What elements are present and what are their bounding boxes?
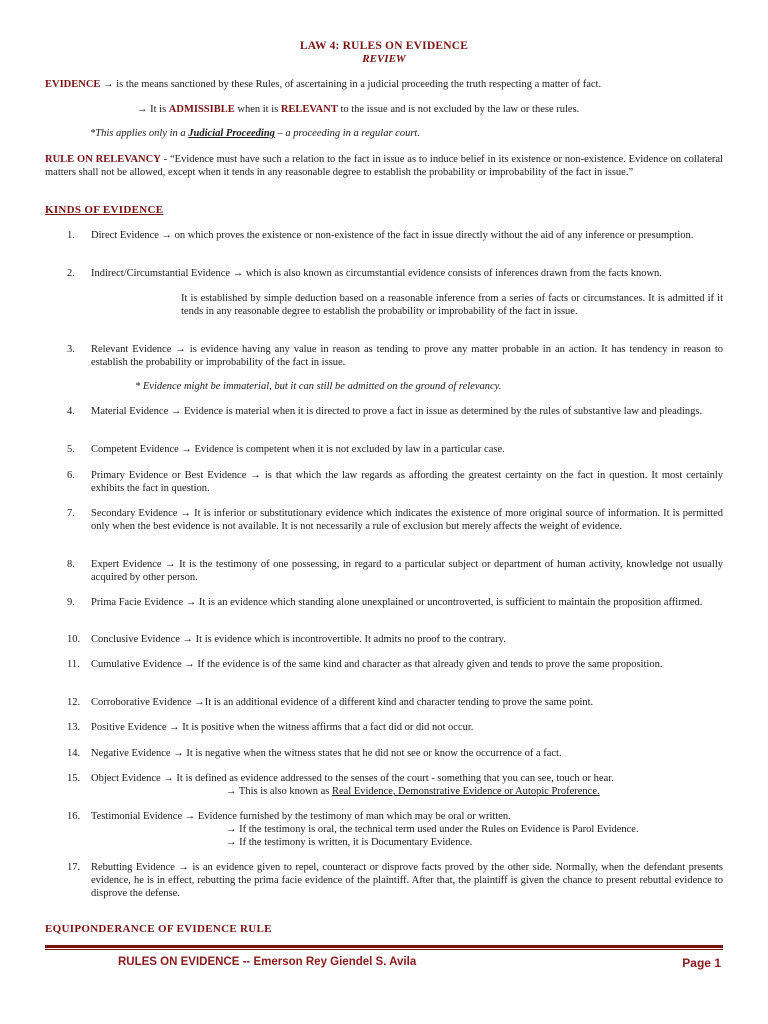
list-item [67, 696, 723, 709]
rule-on-relevancy [45, 153, 723, 179]
admissible-statement [137, 103, 723, 116]
arrow-icon: → [103, 79, 114, 90]
list-item [67, 658, 723, 671]
admissible-word: ADMISSIBLE [168, 104, 235, 115]
item-number: 11. [67, 659, 80, 670]
item-text: Positive Evidence → It is positive when the witness affirms that a fact did or did not occur. [91, 722, 474, 733]
item-number: 14. [67, 748, 81, 759]
item-number: 6. [67, 470, 75, 481]
item-number: 1. [67, 230, 75, 241]
item-number: 4. [67, 406, 75, 417]
item-number: 3. [67, 344, 75, 355]
item-text: Competent Evidence → Evidence is competent when it is not excluded by law in a particular case. [91, 444, 505, 455]
item15-subtext [226, 785, 723, 798]
list-item [67, 596, 723, 609]
relevant-word: RELEVANT [280, 104, 338, 115]
list-item [67, 507, 723, 533]
list-item [67, 810, 723, 823]
item16-subtext-1: → If the testimony is oral, the technical term used under the Rules on Evidence is Parol Evidence. [226, 824, 639, 835]
list-item [67, 747, 723, 760]
page-number: Page 1 [682, 956, 721, 970]
list-item [67, 343, 723, 369]
footer-divider [45, 945, 723, 948]
item-text: Indirect/Circumstantial Evidence → which is also known as circumstantial evidence consists of inferences drawn from the facts known. [91, 268, 662, 279]
item-text: Primary Evidence or Best Evidence → is that which the law regards as affording the greatest certainty on the fact in question. It most certainly exhibits the fact in question. [91, 470, 723, 494]
footer-divider-thin [45, 949, 723, 950]
item-text: Cumulative Evidence → If the evidence is of the same kind and character as that already given and tends to prove the same proposition. [91, 659, 663, 670]
item-text: Secondary Evidence → It is inferior or substitutionary evidence which indicates the existence of more original source of information. It is permitted only when the best evidence is not available. It is not necessarily a rule of exclusion but merely affects the weight of evidence. [91, 508, 723, 532]
item-number: 13. [67, 722, 81, 733]
document-subtitle: REVIEW [362, 53, 406, 65]
item-text: Direct Evidence → on which proves the existence or non-existence of the fact in issue directly without the aid of any inference or presumption. [91, 230, 694, 241]
item-number: 9. [67, 597, 75, 608]
item-text: Conclusive Evidence → It is evidence which is incontrovertible. It admits no proof to the contrary. [91, 634, 506, 645]
item15-sub-underlined: Real Evidence, Demonstrative Evidence or Autopic Proference. [331, 786, 600, 797]
item-number: 5. [67, 444, 75, 455]
equiponderance-heading: EQUIPONDERANCE OF EVIDENCE RULE [45, 923, 272, 935]
evidence-text: is the means sanctioned by these Rules, of ascertaining in a judicial proceeding the truth respecting a matter of fact. [116, 79, 602, 90]
list-item [67, 633, 723, 646]
item-text: Negative Evidence → It is negative when the witness states that he did not see or know the occurrence of a fact. [91, 748, 562, 759]
admissible-pre: It is [150, 104, 167, 115]
admissible-mid: when it is [237, 104, 279, 115]
item-number: 17. [67, 862, 81, 873]
item3-note: * Evidence might be immaterial, but it can still be admitted on the ground of relevancy. [135, 381, 502, 392]
item-number: 2. [67, 268, 75, 279]
evidence-definition [45, 78, 723, 91]
item-text: Relevant Evidence → is evidence having any value in reason as tending to prove any matter probable in an action. It has tendency in reason to establish the probability or improbability of the fact in issue. [91, 344, 723, 368]
arrow-icon: → [137, 104, 148, 115]
item2-subtext: It is established by simple deduction based on a reasonable inference from a series of facts or circumstances. It is admitted if it tends in any reasonable degree to establish the probability or improbability of the fact in issue. [181, 293, 723, 317]
admissible-post: to the issue and is not excluded by the law or these rules. [340, 104, 580, 115]
document-title: LAW 4: RULES ON EVIDENCE [299, 40, 469, 52]
item16-subtext-2: → If the testimony is written, it is Documentary Evidence. [226, 837, 473, 848]
item-text: Corroborative Evidence →It is an additional evidence of a different kind and character tending to prove the same point. [91, 697, 594, 708]
list-item [67, 469, 723, 495]
list-item [67, 405, 723, 418]
item-text: Material Evidence → Evidence is material when it is directed to prove a fact in issue as determined by the rules of substantive law and pleadings. [91, 406, 703, 417]
relevancy-text: - “Evidence must have such a relation to the fact in issue as to induce belief in its existence or non-existence. Evidence on collateral matters shall not be allowed, except when it tends in any reasonable degree to establish the probability or improbability of the fact in issue.” [45, 154, 723, 178]
kinds-heading: KINDS OF EVIDENCE [45, 204, 164, 216]
note-term: Judicial Proceeding [188, 128, 275, 139]
item-number: 15. [67, 773, 81, 784]
evidence-term: EVIDENCE [45, 79, 101, 90]
footer-author: RULES ON EVIDENCE -- Emerson Rey Giendel S. Avila [118, 956, 417, 968]
relevancy-term: RULE ON RELEVANCY [45, 154, 161, 165]
judicial-proceeding-note [90, 127, 723, 140]
list-item [67, 267, 723, 280]
item-number: 7. [67, 508, 75, 519]
item-number: 12. [67, 697, 81, 708]
list-item [67, 861, 723, 900]
item15-sub-pre: → This is also known as [226, 786, 330, 797]
item-number: 8. [67, 559, 75, 570]
item-number: 16. [67, 811, 81, 822]
list-item [67, 772, 723, 785]
item-text: Rebutting Evidence → is an evidence given to repel, counteract or disprove facts proved by the other side. Normally, when the defendant presents evidence, he is in effect, rebutting the prima facie evidence of the plaintiff. After that, the plaintiff is given the chance to present rebuttal evidence to disprove the defense. [91, 862, 723, 899]
item-text: Object Evidence → It is defined as evidence addressed to the senses of the court - something that you can see, touch or hear. [91, 773, 614, 784]
item-text: Prima Facie Evidence → It is an evidence which standing alone unexplained or uncontroverted, is sufficient to maintain the proposition affirmed. [91, 597, 703, 608]
list-item [67, 229, 723, 242]
list-item [67, 721, 723, 734]
item-text: Testimonial Evidence → Evidence furnished by the testimony of man which may be oral or written. [91, 811, 511, 822]
list-item [67, 443, 723, 456]
list-item [67, 558, 723, 584]
item-number: 10. [67, 634, 81, 645]
note-post: – a proceeding in a regular court. [277, 128, 420, 139]
note-pre: *This applies only in a [90, 128, 186, 139]
item-text: Expert Evidence → It is the testimony of one possessing, in regard to a particular subject or department of human activity, knowledge not usually acquired by other person. [91, 559, 723, 583]
